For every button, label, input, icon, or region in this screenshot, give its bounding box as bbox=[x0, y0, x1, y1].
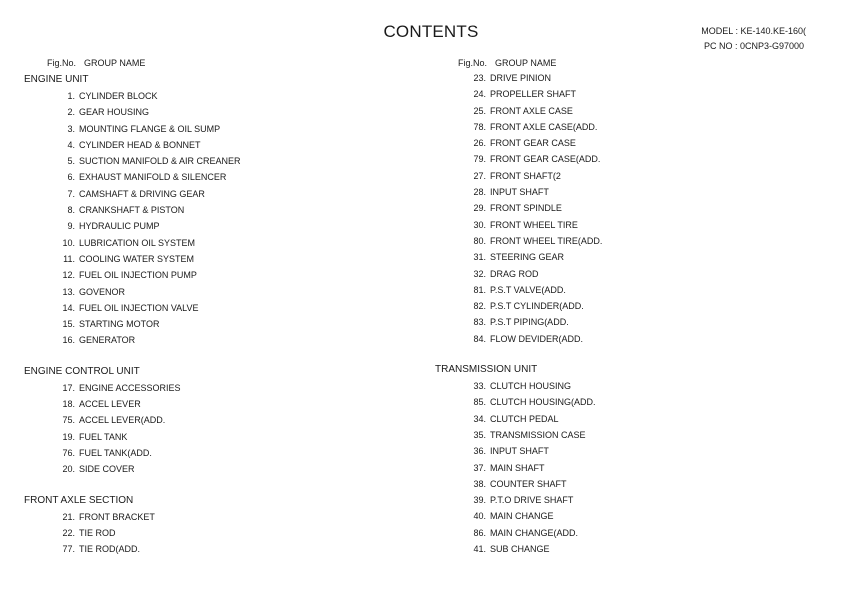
group-name: MAIN CHANGE(ADD. bbox=[490, 527, 579, 538]
fig-no-header: Fig.No. bbox=[47, 58, 77, 68]
contents-entry bbox=[24, 137, 424, 153]
contents-entry bbox=[435, 168, 815, 184]
group-name: COUNTER SHAFT bbox=[490, 478, 567, 489]
contents-entry bbox=[24, 332, 424, 348]
group-name: FLOW DEVIDER(ADD. bbox=[490, 333, 584, 344]
group-name: CYLINDER BLOCK bbox=[79, 91, 158, 101]
group-name: STARTING MOTOR bbox=[79, 319, 160, 330]
contents-entry bbox=[435, 460, 815, 476]
fig-number: 78. bbox=[473, 121, 486, 132]
fig-number: 38. bbox=[473, 478, 486, 489]
group-name: FRONT SHAFT(2 bbox=[490, 170, 561, 181]
fig-number: 15. bbox=[62, 319, 75, 330]
fig-number: 32. bbox=[473, 268, 486, 279]
column-header bbox=[24, 56, 424, 70]
fig-number: 17. bbox=[62, 382, 75, 393]
group-name: INPUT SHAFT bbox=[490, 187, 549, 198]
fig-number: 84. bbox=[473, 333, 486, 344]
group-name: P.S.T CYLINDER(ADD. bbox=[490, 301, 584, 312]
left-column bbox=[24, 56, 424, 557]
section-heading: FRONT AXLE SECTION bbox=[24, 494, 134, 506]
fig-number: 6. bbox=[67, 172, 75, 183]
fig-number: 86. bbox=[473, 527, 486, 538]
contents-entry bbox=[24, 104, 424, 120]
column-header bbox=[435, 56, 815, 70]
section-gap bbox=[435, 347, 815, 360]
fig-number: 83. bbox=[473, 317, 486, 328]
page-title: CONTENTS bbox=[383, 22, 479, 41]
section-heading: ENGINE CONTROL UNIT bbox=[24, 365, 140, 377]
group-name: SIDE COVER bbox=[79, 464, 135, 475]
fig-number: 75. bbox=[62, 415, 75, 426]
fig-number: 9. bbox=[67, 221, 75, 232]
contents-entry bbox=[24, 169, 424, 185]
group-name: FRONT WHEEL TIRE(ADD. bbox=[490, 235, 603, 246]
contents-entry bbox=[24, 88, 424, 104]
contents-entry bbox=[435, 443, 815, 459]
fig-number: 30. bbox=[473, 219, 486, 230]
group-name: P.S.T VALVE(ADD. bbox=[490, 284, 566, 295]
contents-entry bbox=[24, 153, 424, 169]
contents-entry bbox=[435, 249, 815, 265]
contents-entry bbox=[435, 103, 815, 119]
fig-number: 27. bbox=[473, 170, 486, 181]
group-name: TRANSMISSION CASE bbox=[490, 429, 586, 440]
group-name: GOVENOR bbox=[79, 286, 126, 297]
group-name: TIE ROD bbox=[79, 527, 116, 538]
contents-entry bbox=[435, 525, 815, 541]
group-name: FRONT BRACKET bbox=[79, 511, 155, 522]
contents-entry bbox=[24, 300, 424, 316]
fig-number: 4. bbox=[67, 139, 75, 150]
fig-number: 7. bbox=[67, 188, 75, 199]
contents-entry bbox=[435, 541, 815, 557]
fig-number: 81. bbox=[473, 284, 486, 295]
group-name: CYLINDER HEAD & BONNET bbox=[79, 139, 201, 150]
contents-entry bbox=[24, 251, 424, 267]
contents-entry bbox=[24, 541, 424, 557]
fig-number: 41. bbox=[473, 544, 486, 555]
section-heading: ENGINE UNIT bbox=[24, 74, 89, 85]
contents-entry bbox=[24, 412, 424, 428]
contents-entry bbox=[24, 380, 424, 396]
contents-entry bbox=[24, 121, 424, 137]
fig-number: 5. bbox=[67, 156, 75, 167]
group-name: DRAG ROD bbox=[490, 268, 539, 279]
fig-number: 77. bbox=[62, 544, 75, 555]
group-name: EXHAUST MANIFOLD & SILENCER bbox=[79, 172, 227, 183]
fig-number: 76. bbox=[62, 447, 75, 458]
fig-number: 85. bbox=[473, 397, 486, 408]
contents-entry bbox=[435, 476, 815, 492]
contents-entry bbox=[24, 396, 424, 412]
fig-number: 1. bbox=[67, 91, 75, 101]
group-name: FRONT AXLE CASE(ADD. bbox=[490, 121, 598, 132]
group-name: STEERING GEAR bbox=[490, 252, 565, 263]
group-name: ENGINE ACCESSORIES bbox=[79, 382, 181, 393]
contents-entry bbox=[24, 316, 424, 332]
group-name: P.T.O DRIVE SHAFT bbox=[490, 495, 574, 506]
section-gap bbox=[24, 478, 424, 491]
contents-entry bbox=[24, 284, 424, 300]
group-name: FRONT WHEEL TIRE bbox=[490, 219, 578, 230]
contents-entry bbox=[435, 70, 815, 86]
fig-number: 29. bbox=[473, 203, 486, 214]
contents-entry bbox=[24, 461, 424, 477]
contents-entry bbox=[435, 151, 815, 167]
fig-number: 21. bbox=[62, 511, 75, 522]
group-name: CLUTCH HOUSING bbox=[490, 381, 572, 392]
contents-entry bbox=[435, 508, 815, 524]
fig-number: 39. bbox=[473, 495, 486, 506]
group-name: P.S.T PIPING(ADD. bbox=[490, 317, 569, 328]
fig-number: 40. bbox=[473, 511, 486, 522]
group-name: ACCEL LEVER bbox=[79, 399, 141, 410]
group-name: FRONT GEAR CASE(ADD. bbox=[490, 154, 601, 165]
fig-number: 19. bbox=[62, 431, 75, 442]
contents-entry bbox=[24, 429, 424, 445]
group-name: DRIVE PINION bbox=[490, 73, 552, 83]
contents-entry bbox=[435, 298, 815, 314]
group-name: MOUNTING FLANGE & OIL SUMP bbox=[79, 123, 221, 134]
group-name: GEAR HOUSING bbox=[79, 107, 150, 118]
group-name: FUEL TANK bbox=[79, 431, 128, 442]
group-name: FRONT SPINDLE bbox=[490, 203, 562, 214]
contents-entry bbox=[24, 525, 424, 541]
fig-number: 10. bbox=[62, 237, 75, 248]
contents-entry bbox=[435, 200, 815, 216]
fig-number: 11. bbox=[63, 253, 75, 264]
contents-entry bbox=[435, 233, 815, 249]
contents-entry bbox=[435, 282, 815, 298]
group-name: GENERATOR bbox=[79, 335, 136, 346]
fig-number: 18. bbox=[62, 399, 75, 410]
fig-number: 2. bbox=[67, 107, 75, 118]
contents-entry bbox=[435, 314, 815, 330]
group-name: TIE ROD(ADD. bbox=[79, 544, 141, 555]
group-name: CRANKSHAFT & PISTON bbox=[79, 205, 185, 216]
group-name: CAMSHAFT & DRIVING GEAR bbox=[79, 188, 205, 199]
group-name: LUBRICATION OIL SYSTEM bbox=[79, 237, 196, 248]
group-name: SUCTION MANIFOLD & AIR CREANER bbox=[79, 156, 241, 167]
fig-number: 20. bbox=[62, 464, 75, 475]
fig-number: 34. bbox=[473, 413, 486, 424]
group-name: MAIN CHANGE bbox=[490, 511, 554, 522]
fig-number: 26. bbox=[473, 138, 486, 149]
fig-number: 24. bbox=[473, 89, 486, 100]
contents-entry bbox=[435, 217, 815, 233]
contents-entry bbox=[435, 266, 815, 282]
group-name-header: GROUP NAME bbox=[84, 58, 146, 68]
model-info bbox=[701, 24, 806, 54]
group-name: FUEL OIL INJECTION PUMP bbox=[79, 270, 197, 281]
group-name: FUEL OIL INJECTION VALVE bbox=[79, 302, 199, 313]
contents-entry bbox=[435, 378, 815, 394]
fig-number: 3. bbox=[67, 123, 75, 134]
contents-entry bbox=[24, 509, 424, 525]
fig-number: 33. bbox=[473, 381, 486, 392]
fig-number: 79. bbox=[473, 154, 486, 165]
fig-number: 16. bbox=[62, 335, 75, 346]
fig-number: 12. bbox=[62, 270, 75, 281]
contents-entry bbox=[435, 119, 815, 135]
fig-number: 37. bbox=[473, 462, 486, 473]
fig-number: 35. bbox=[473, 429, 486, 440]
group-name: HYDRAULIC PUMP bbox=[79, 221, 160, 232]
fig-no-header: Fig.No. bbox=[458, 58, 488, 68]
group-name: FRONT AXLE CASE bbox=[490, 105, 573, 116]
fig-number: 28. bbox=[473, 187, 486, 198]
fig-number: 82. bbox=[473, 301, 486, 312]
fig-number: 22. bbox=[62, 527, 75, 538]
fig-number: 14. bbox=[62, 302, 75, 313]
group-name: FRONT GEAR CASE bbox=[490, 138, 576, 149]
fig-number: 8. bbox=[67, 205, 75, 216]
contents-entry bbox=[24, 202, 424, 218]
group-name-header: GROUP NAME bbox=[495, 58, 557, 68]
fig-number: 25. bbox=[473, 105, 486, 116]
contents-entry bbox=[435, 411, 815, 427]
contents-entry bbox=[24, 445, 424, 461]
fig-number: 23. bbox=[473, 73, 486, 83]
group-name: MAIN SHAFT bbox=[490, 462, 545, 473]
contents-entry bbox=[435, 331, 815, 347]
contents-entry bbox=[435, 394, 815, 410]
contents-entry bbox=[24, 235, 424, 251]
model-line: MODEL : KE-140.KE-160( bbox=[701, 26, 806, 36]
right-column bbox=[435, 56, 815, 557]
pc-number: PC NO : 0CNP3-G97000 bbox=[703, 41, 804, 51]
group-name: SUB CHANGE bbox=[490, 544, 550, 555]
section-gap bbox=[24, 349, 424, 362]
group-name: CLUTCH HOUSING(ADD. bbox=[490, 397, 596, 408]
group-name: INPUT SHAFT bbox=[490, 446, 549, 457]
contents-entry bbox=[435, 492, 815, 508]
fig-number: 31. bbox=[473, 252, 486, 263]
group-name: CLUTCH PEDAL bbox=[490, 413, 559, 424]
group-name: FUEL TANK(ADD. bbox=[79, 447, 152, 458]
contents-entry bbox=[24, 218, 424, 234]
contents-entry bbox=[435, 184, 815, 200]
contents-entry bbox=[24, 186, 424, 202]
section-heading: TRANSMISSION UNIT bbox=[435, 364, 538, 376]
group-name: PROPELLER SHAFT bbox=[490, 89, 577, 100]
contents-entry bbox=[435, 427, 815, 443]
contents-entry bbox=[24, 267, 424, 283]
fig-number: 13. bbox=[62, 286, 75, 297]
fig-number: 36. bbox=[473, 446, 486, 457]
contents-entry bbox=[435, 135, 815, 151]
group-name: COOLING WATER SYSTEM bbox=[79, 253, 195, 264]
group-name: ACCEL LEVER(ADD. bbox=[79, 415, 166, 426]
contents-entry bbox=[435, 86, 815, 102]
fig-number: 80. bbox=[473, 235, 486, 246]
